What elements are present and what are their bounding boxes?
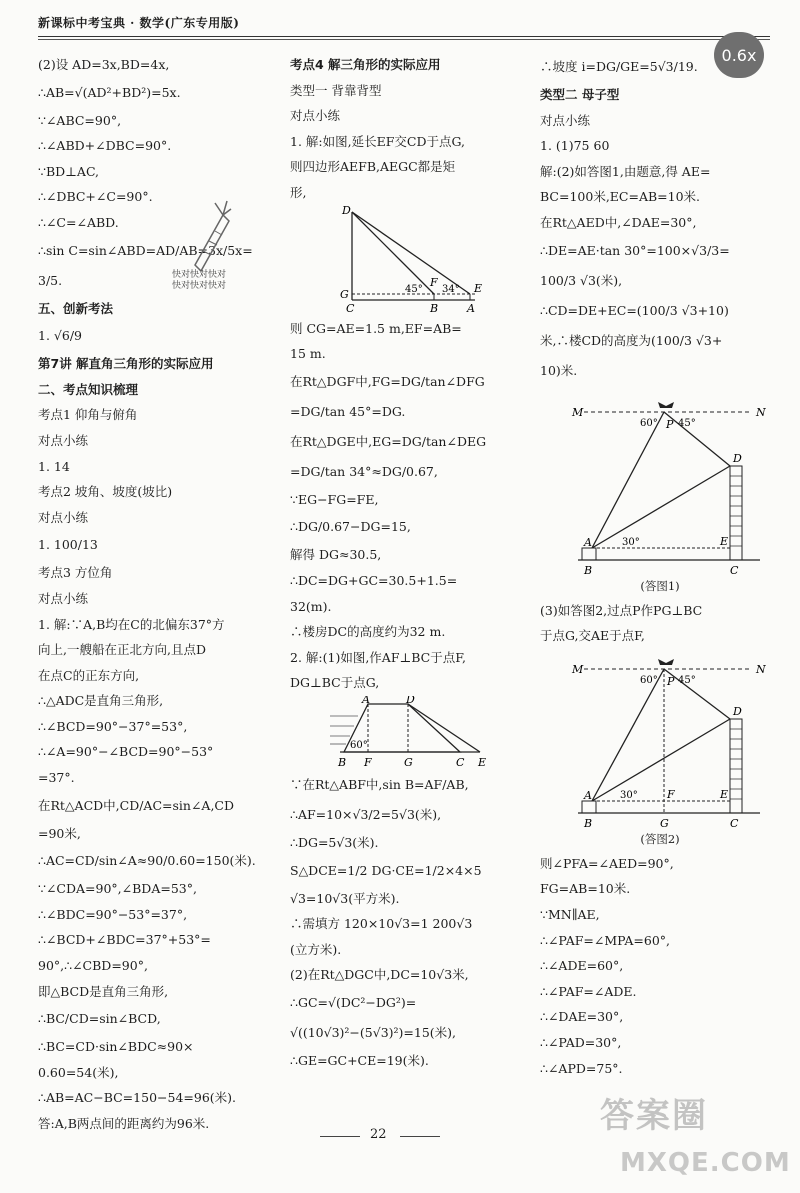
col3c-line: 则∠PFA=∠AED=90°, <box>540 855 674 871</box>
col1-line: ∴∠C=∠ABD. <box>38 214 119 230</box>
col1-line: 考点3 方位角 <box>38 565 113 581</box>
col2-line: ∴GE=GC+CE=19(米). <box>290 1052 429 1068</box>
header-rule <box>38 36 770 37</box>
label-P: P <box>666 417 674 431</box>
figure-1-caption: (答图1) <box>640 578 680 593</box>
col1-line: ∴sin C=sin∠ABD=AD/AB=3x/5x= <box>38 242 253 258</box>
col1-line: 1. 解:∵A,B均在C的北偏东37°方 <box>38 616 225 632</box>
figure-back-to-back <box>290 206 522 316</box>
col1-line: 即△BCD是直角三角形, <box>38 983 169 999</box>
label-B: B <box>584 563 593 577</box>
label-E: E <box>720 787 729 801</box>
drone-icon <box>658 402 674 408</box>
watermark-url: MXQE.COM <box>620 1148 791 1178</box>
col1-line: 在点C的正东方向, <box>38 667 140 683</box>
label-D: D <box>733 451 742 465</box>
answer-figure-2 <box>540 655 780 851</box>
col1-line: 1. √6/9 <box>38 328 82 344</box>
page-number: 22 <box>370 1127 387 1142</box>
figure-trapezoid <box>290 696 522 770</box>
label-E: E <box>474 281 483 295</box>
col2-line: 1. 解:如图,延长EF交CD于点G, <box>290 133 465 149</box>
col2-line: ∴DG=5√3(米). <box>290 834 379 850</box>
col1-line: ∴∠A=90°−∠BCD=90°−53° <box>38 744 214 760</box>
col2-line: 在Rt△DGF中,FG=DG/tan∠DFG <box>290 373 485 389</box>
label-A: A <box>467 301 475 315</box>
col1-line: 答:A,B两点间的距离约为96米. <box>38 1116 210 1131</box>
col2-line: 考点4 解三角形的实际应用 <box>290 57 441 72</box>
label-C: C <box>346 301 355 315</box>
angle-45: 45° <box>678 674 696 686</box>
col3a-line: 对点小练 <box>540 112 591 128</box>
label-B: B <box>430 301 439 315</box>
col2-line: =DG/tan 34°≈DG/0.67, <box>290 463 438 479</box>
label-G: G <box>340 287 349 301</box>
col3c-line: ∴∠ADE=60°, <box>540 958 624 974</box>
col1-line: 90°,∴∠CBD=90°, <box>38 958 148 974</box>
col3b-line: (3)如答图2,过点P作PG⊥BC <box>540 602 703 618</box>
col2-line: √((10√3)²−(5√3)²)=15(米), <box>290 1024 457 1040</box>
col2-line: 在Rt△DGE中,EG=DG/tan∠DEG <box>290 433 487 449</box>
column-3 <box>540 52 780 1081</box>
col1-line: 对点小练 <box>38 432 89 448</box>
col3c-line: ∴∠PAD=30°, <box>540 1034 622 1050</box>
col1-line: 对点小练 <box>38 590 89 606</box>
col2-line: ∴DG/0.67−DG=15, <box>290 519 411 535</box>
col2-line: (立方米). <box>290 941 342 957</box>
col2-line: 15 m. <box>290 346 326 362</box>
col3c-line: ∵MN∥AE, <box>540 906 600 922</box>
label-D: D <box>733 704 742 718</box>
col1-line: 1. 14 <box>38 458 70 474</box>
col1-line: 在Rt△ACD中,CD/AC=sin∠A,CD <box>38 797 235 813</box>
label-E: E <box>478 755 487 769</box>
col3b-line: 于点G,交AE于点F, <box>540 628 645 644</box>
col2-line: 2. 解:(1)如图,作AF⊥BC于点F, <box>290 649 466 665</box>
col1-line: ∴BC/CD=sin∠BCD, <box>38 1011 161 1027</box>
label-F: F <box>430 275 438 289</box>
col1-line: ∵BD⊥AC, <box>38 163 100 179</box>
label-A: A <box>584 535 592 549</box>
label-F: F <box>364 755 372 769</box>
angle-34: 34° <box>442 283 460 295</box>
col1-line: ∴∠DBC+∠C=90°. <box>38 189 153 205</box>
col1-line: 考点2 坡角、坡度(坡比) <box>38 484 173 500</box>
label-M: M <box>572 662 584 676</box>
col1-line: ∴∠ABD+∠DBC=90°. <box>38 138 172 154</box>
col1-line: ∴∠BDC=90°−53°=37°, <box>38 906 188 922</box>
col3a-line: 类型二 母子型 <box>540 87 620 102</box>
col1-line: 五、创新考法 <box>38 300 114 316</box>
col3c-line: ∴∠APD=75°. <box>540 1060 623 1076</box>
col2-line: 对点小练 <box>290 108 341 124</box>
label-C: C <box>730 816 739 830</box>
column-1 <box>38 52 273 1137</box>
column-2 <box>290 52 522 1073</box>
col1-line: ∴∠BCD+∠BDC=37°+53°= <box>38 932 211 948</box>
col2-line: 形, <box>290 184 307 200</box>
col2-line: 32(m). <box>290 598 332 614</box>
col1-line: 0.60=54(米), <box>38 1064 119 1080</box>
col2-line: ∴需填方 120×10√3=1 200√3 <box>290 916 473 932</box>
col2-line: DG⊥BC于点G, <box>290 675 380 691</box>
running-header: 新课标中考宝典 · 数学(广东专用版) <box>38 16 240 30</box>
col3a-line: 米,∴楼CD的高度为(100/3 √3+ <box>540 332 723 348</box>
col3a-line: 在Rt△AED中,∠DAE=30°, <box>540 214 697 230</box>
label-D: D <box>342 205 351 217</box>
footer-rule-left <box>320 1136 360 1137</box>
col1-line: ∴AC=CD/sin∠A≈90/0.60=150(米). <box>38 853 256 869</box>
col3c-line: ∴∠PAF=∠MPA=60°, <box>540 932 671 948</box>
col3a-line: ∴CD=DE+EC=(100/3 √3+10) <box>540 302 729 318</box>
label-P: P <box>667 674 675 688</box>
stamp-line-1: 快对快对快对 <box>172 270 227 280</box>
label-D: D <box>406 695 415 706</box>
col3a-line: 100/3 √3(米), <box>540 272 623 288</box>
col2-line: S△DCE=1/2 DG·CE=1/2×4×5 <box>290 862 482 878</box>
col1-line: =90米, <box>38 825 81 841</box>
label-B: B <box>584 816 593 830</box>
col1-line: ∴BC=CD·sin∠BDC≈90× <box>38 1039 194 1055</box>
label-A: A <box>362 695 370 706</box>
angle-60: 60° <box>350 739 368 751</box>
col3c-line: ∴∠PAF=∠ADE. <box>540 983 637 999</box>
col2-line: ∵EG−FG=FE, <box>290 491 379 507</box>
col1-line: ∴AB=√(AD²+BD²)=5x. <box>38 84 181 100</box>
angle-60: 60° <box>640 674 658 686</box>
label-N: N <box>756 405 766 419</box>
col1-line: 向上,一艘船在正北方向,且点D <box>38 642 206 658</box>
angle-60: 60° <box>640 417 658 429</box>
col1-line: ∵∠ABC=90°, <box>38 112 122 128</box>
angle-30: 30° <box>622 536 640 548</box>
col3a-line: ∴坡度 i=DG/GE=5√3/19. <box>540 59 698 74</box>
col3c-line: ∴∠DAE=30°, <box>540 1009 624 1025</box>
col1-line: 考点1 仰角与俯角 <box>38 407 138 423</box>
answer-figure-1 <box>540 398 780 598</box>
col2-line: =DG/tan 45°=DG. <box>290 403 406 419</box>
angle-45: 45° <box>678 417 696 429</box>
col2-line: ∴AF=10×√3/2=5√3(米), <box>290 806 442 822</box>
label-G: G <box>660 816 669 830</box>
label-E: E <box>720 534 729 548</box>
col2-line: ∴DC=DG+GC=30.5+1.5= <box>290 572 458 588</box>
col2-line: 则四边形AEFB,AEGC都是矩 <box>290 159 456 175</box>
col2-line: (2)在Rt△DGC中,DC=10√3米, <box>290 967 469 983</box>
label-C: C <box>456 755 465 769</box>
col3a-line: ∴DE=AE·tan 30°=100×√3/3= <box>540 242 730 258</box>
label-M: M <box>572 405 584 419</box>
col3c-line: FG=AB=10米. <box>540 881 631 897</box>
col1-line: 1. 100/13 <box>38 537 98 553</box>
playback-speed-badge[interactable]: 0.6x <box>714 32 764 78</box>
label-G: G <box>404 755 413 769</box>
col2-line: 则 CG=AE=1.5 m,EF=AB= <box>290 320 462 336</box>
col3a-line: 解:(2)如答图1,由题意,得 AE= <box>540 163 711 179</box>
label-F: F <box>667 787 675 801</box>
col1-line: ∵∠CDA=90°,∠BDA=53°, <box>38 881 197 897</box>
angle-45: 45° <box>405 283 423 295</box>
header-rule-thin <box>38 39 770 40</box>
label-A: A <box>584 788 592 802</box>
label-B: B <box>338 755 347 769</box>
col2-line: 类型一 背靠背型 <box>290 82 382 98</box>
label-C: C <box>730 563 739 577</box>
col1-line: =37°. <box>38 770 75 786</box>
stamp-line-2: 快对快对快对 <box>172 281 227 291</box>
watermark-logo: 答案圈 <box>600 1096 708 1136</box>
col3a-line: BC=100米,EC=AB=10米. <box>540 189 701 205</box>
drone-icon <box>658 659 674 665</box>
col2-line: 解得 DG≈30.5, <box>290 547 382 563</box>
col1-line: (2)设 AD=3x,BD=4x, <box>38 57 170 72</box>
figure-2-caption: (答图2) <box>640 831 680 846</box>
col1-line: ∴△ADC是直角三角形, <box>38 693 164 709</box>
col1-line: ∴∠BCD=90°−37°=53°, <box>38 718 188 734</box>
col1-line: 二、考点知识梳理 <box>38 381 139 397</box>
col2-line: ∵在Rt△ABF中,sin B=AF/AB, <box>290 776 469 792</box>
footer-rule-right <box>400 1136 440 1137</box>
col3a-line: 10)米. <box>540 362 578 378</box>
col1-line: 3/5. <box>38 272 63 288</box>
stamp-caption <box>172 270 226 292</box>
col2-line: √3=10√3(平方米). <box>290 890 400 906</box>
angle-30: 30° <box>620 789 638 801</box>
col1-line: ∴AB=AC−BC=150−54=96(米). <box>38 1090 237 1106</box>
col1-line: 对点小练 <box>38 509 89 525</box>
col2-line: ∴楼房DC的高度约为32 m. <box>290 624 446 640</box>
col2-line: ∴GC=√(DC²−DG²)= <box>290 994 417 1010</box>
col3a-line: 1. (1)75 60 <box>540 138 610 154</box>
label-N: N <box>756 662 766 676</box>
col1-line: 第7讲 解直角三角形的实际应用 <box>38 356 214 372</box>
